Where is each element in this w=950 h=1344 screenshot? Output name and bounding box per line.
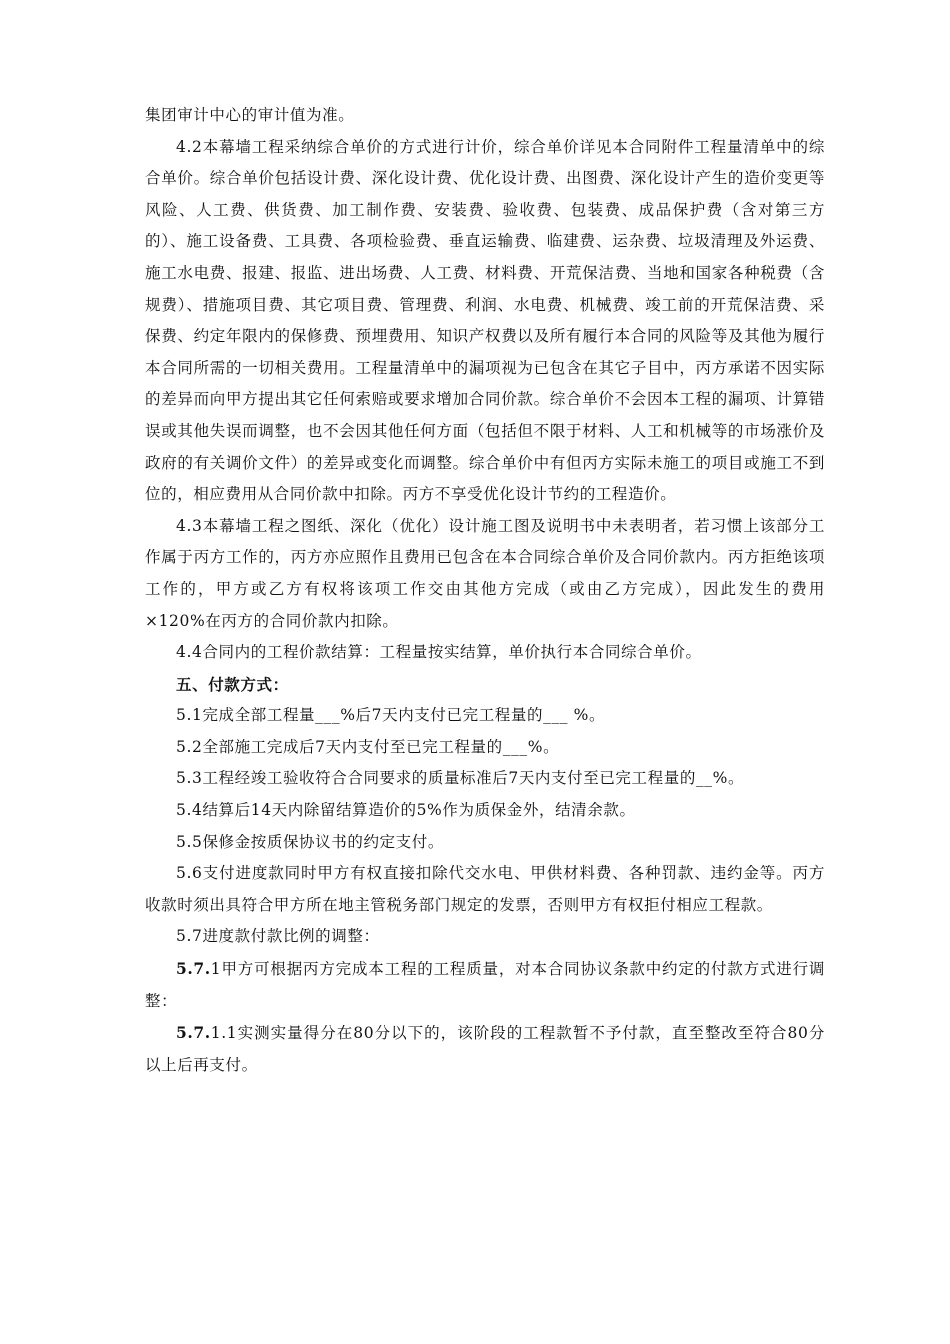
paragraph-4-1-continuation: 集团审计中心的审计值为准。 — [145, 106, 355, 124]
paragraph-5-7-1-1 — [145, 1017, 825, 1081]
paragraph-4-2: 4.2本幕墙工程采纳综合单价的方式进行计价，综合单价详见本合同附件工程量清单中的综合单价。综合单价包括设计费、深化设计费、优化设计费、出图费、深化设计产生的造价变更等风险、人工费、供货费、加工制作费、安装费、验收费、包装费、成品保护费（含对第三方的）、施工设备费、工具费、各项检验费、垂直运输费、临建费、运杂费、垃圾清理及外运费、施工水电费、报建、报监、进出场费、人工费、材料费、开荒保洁费、当地和国家各种税费（含规费）、措施项目费、其它项目费、管理费、利润、水电费、机械费、竣工前的开荒保洁费、采保费、约定年限内的保修费、预埋费用、知识产权费以及所有履行本合同的风险等及其他为履行本合同所需的一切相关费用。工程量清单中的漏项视为已包含在其它子目中，丙方承诺不因实际的差异而向甲方提出其它任何索赔或要求增加合同价款。综合单价不会因本工程的漏项、计算错误或其他失误而调整，也不会因其他任何方面（包括但不限于材料、人工和机械等的市场涨价及政府的有关调价文件）的差异或变化而调整。综合单价中有但丙方实际未施工的项目或施工不到位的，相应费用从合同价款中扣除。丙方不享受优化设计节约的工程造价。 — [145, 137, 825, 504]
clause-text: 1甲方可根据丙方完成本工程的工程质量，对本合同协议条款中约定的付款方式进行调整： — [145, 960, 825, 1010]
paragraph-5-7-1 — [145, 953, 825, 1017]
document-body — [145, 100, 825, 1081]
clause-number-bold: 5.7. — [176, 959, 211, 979]
clause-text: 1.1实测实量得分在80分以下的，该阶段的工程款暂不予付款，直至整改至符合80分以上后再支付。 — [145, 1024, 825, 1074]
clause-number-bold: 5.7. — [176, 1023, 211, 1043]
paragraph-5-3: 5.3工程经竣工验收符合合同要求的质量标准后7天内支付至已完工程量的__%。 — [176, 769, 745, 788]
paragraph-4-3: 4.3本幕墙工程之图纸、深化（优化）设计施工图及说明书中未表明者，若习惯上该部分工作属于丙方工作的，丙方亦应照作且费用已包含在本合同综合单价及合同价款内。丙方拒绝该项工作的，甲方或乙方有权将该项工作交由其他方完成（或由乙方完成），因此发生的费用×120%在丙方的合同价款内扣除。 — [145, 516, 825, 630]
paragraph-5-6: 5.6支付进度款同时甲方有权直接扣除代交水电、甲供材料费、各种罚款、违约金等。丙方收款时须出具符合甲方所在地主管税务部门规定的发票，否则甲方有权拒付相应工程款。 — [145, 864, 825, 914]
paragraph-5-5: 5.5保修金按质保协议书的约定支付。 — [176, 832, 444, 851]
section-heading-payment: 五、付款方式： — [176, 674, 289, 694]
paragraph-5-4: 5.4结算后14天内除留结算造价的5%作为质保金外，结清余款。 — [176, 801, 636, 820]
paragraph-5-7: 5.7进度款付款比例的调整： — [176, 927, 380, 946]
paragraph-4-4: 4.4合同内的工程价款结算：工程量按实结算，单价执行本合同综合单价。 — [176, 643, 702, 662]
paragraph-5-2: 5.2全部施工完成后7天内支付至已完工程量的___%。 — [176, 737, 560, 756]
paragraph-5-1: 5.1完成全部工程量___%后7天内支付已完工程量的___ %。 — [176, 706, 606, 725]
